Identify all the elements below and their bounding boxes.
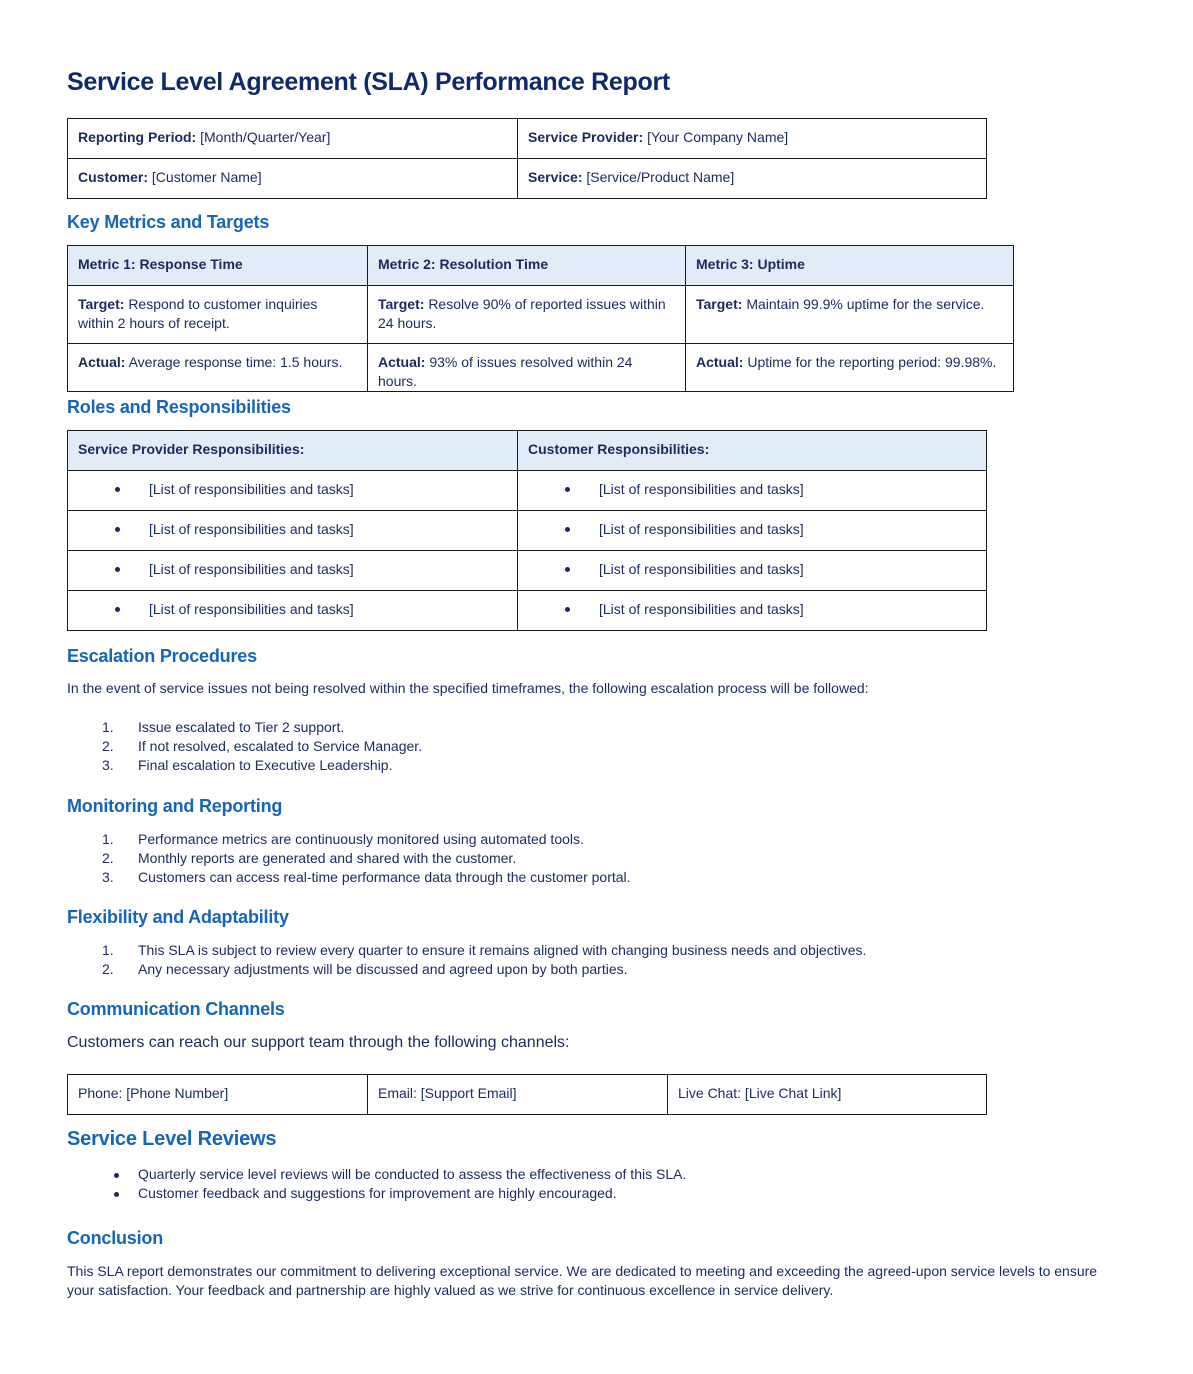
live-chat-channel: Live Chat: [Live Chat Link] bbox=[668, 1075, 987, 1115]
customer-cell: Customer: [Customer Name] bbox=[68, 159, 518, 199]
bullet-icon bbox=[565, 607, 570, 612]
provider-responsibility-item: [List of responsibilities and tasks] bbox=[68, 471, 518, 511]
escalation-heading: Escalation Procedures bbox=[67, 646, 257, 666]
list-item: 3. Customers can access real-time performance data through the customer portal. bbox=[102, 869, 631, 885]
provider-responsibility-item: [List of responsibilities and tasks] bbox=[68, 591, 518, 631]
bullet-icon bbox=[565, 567, 570, 572]
provider-responsibilities-header: Service Provider Responsibilities: bbox=[68, 431, 518, 471]
metrics-heading: Key Metrics and Targets bbox=[67, 212, 270, 232]
list-item: 2. If not resolved, escalated to Service Manager. bbox=[102, 738, 423, 754]
provider-responsibility-item: [List of responsibilities and tasks] bbox=[68, 511, 518, 551]
metric-header: Metric 2: Resolution Time bbox=[368, 246, 686, 286]
bullet-icon bbox=[114, 1192, 119, 1197]
info-table bbox=[67, 118, 987, 199]
roles-heading: Roles and Responsibilities bbox=[67, 397, 291, 417]
conclusion-heading: Conclusion bbox=[67, 1228, 163, 1248]
flexibility-heading: Flexibility and Adaptability bbox=[67, 907, 289, 927]
provider-responsibility-item: [List of responsibilities and tasks] bbox=[68, 551, 518, 591]
flexibility-list bbox=[67, 941, 1127, 979]
bullet-icon bbox=[115, 527, 120, 532]
monitoring-heading: Monitoring and Reporting bbox=[67, 796, 283, 816]
monitoring-list bbox=[67, 830, 1127, 887]
list-item: 2. Any necessary adjustments will be discussed and agreed upon by both parties. bbox=[102, 961, 628, 977]
bullet-icon bbox=[565, 527, 570, 532]
list-item: 1. This SLA is subject to review every quarter to ensure it remains aligned with changing business needs and objectives. bbox=[102, 942, 867, 958]
bullet-icon bbox=[565, 487, 570, 492]
list-item: 2. Monthly reports are generated and shared with the customer. bbox=[102, 850, 517, 866]
metrics-table bbox=[67, 245, 1014, 392]
reviews-heading: Service Level Reviews bbox=[67, 1128, 277, 1150]
metric-header: Metric 3: Uptime bbox=[686, 246, 1014, 286]
list-item: Customer feedback and suggestions for improvement are highly encouraged. bbox=[67, 1184, 1127, 1203]
conclusion-text: This SLA report demonstrates our commitment to delivering exceptional service. We are dedicated to meeting and exceeding the agreed-upon service levels to ensure your satisfaction. Your feedback and partnership are highly valued as we strive for continuous excellence in service delivery. bbox=[67, 1263, 1098, 1298]
customer-responsibility-item: [List of responsibilities and tasks] bbox=[518, 471, 987, 511]
bullet-icon bbox=[115, 487, 120, 492]
metric-actual-cell: Actual: Average response time: 1.5 hours. bbox=[68, 344, 368, 392]
escalation-list bbox=[67, 718, 1127, 775]
service-cell: Service: [Service/Product Name] bbox=[518, 159, 987, 199]
page-title: Service Level Agreement (SLA) Performance Report bbox=[67, 68, 670, 96]
metric-target-cell: Target: Resolve 90% of reported issues within 24 hours. bbox=[368, 286, 686, 344]
communication-heading: Communication Channels bbox=[67, 999, 285, 1019]
reporting-period-cell: Reporting Period: [Month/Quarter/Year] bbox=[68, 119, 518, 159]
phone-channel: Phone: [Phone Number] bbox=[68, 1075, 368, 1115]
list-item: Quarterly service level reviews will be conducted to assess the effectiveness of this SLA. bbox=[67, 1165, 1127, 1184]
escalation-intro: In the event of service issues not being resolved within the specified timeframes, the following escalation process will be followed: bbox=[67, 680, 869, 696]
bullet-icon bbox=[114, 1173, 119, 1178]
channels-table bbox=[67, 1074, 987, 1115]
communication-intro: Customers can reach our support team through the following channels: bbox=[67, 1034, 570, 1051]
email-channel: Email: [Support Email] bbox=[368, 1075, 668, 1115]
customer-responsibility-item: [List of responsibilities and tasks] bbox=[518, 511, 987, 551]
metric-header: Metric 1: Response Time bbox=[68, 246, 368, 286]
bullet-icon bbox=[115, 607, 120, 612]
reviews-list bbox=[67, 1165, 1127, 1203]
list-item: 1. Issue escalated to Tier 2 support. bbox=[102, 719, 345, 735]
customer-responsibility-item: [List of responsibilities and tasks] bbox=[518, 591, 987, 631]
customer-responsibility-item: [List of responsibilities and tasks] bbox=[518, 551, 987, 591]
bullet-icon bbox=[115, 567, 120, 572]
list-item: 3. Final escalation to Executive Leadership. bbox=[102, 757, 393, 773]
metric-actual-cell: Actual: 93% of issues resolved within 24 hours. bbox=[368, 344, 686, 392]
metric-actual-cell: Actual: Uptime for the reporting period: 99.98%. bbox=[686, 344, 1014, 392]
service-provider-cell: Service Provider: [Your Company Name] bbox=[518, 119, 987, 159]
list-item: 1. Performance metrics are continuously monitored using automated tools. bbox=[102, 831, 584, 847]
customer-responsibilities-header: Customer Responsibilities: bbox=[518, 431, 987, 471]
metric-target-cell: Target: Respond to customer inquiries within 2 hours of receipt. bbox=[68, 286, 368, 344]
roles-table bbox=[67, 430, 987, 631]
metric-target-cell: Target: Maintain 99.9% uptime for the service. bbox=[686, 286, 1014, 344]
